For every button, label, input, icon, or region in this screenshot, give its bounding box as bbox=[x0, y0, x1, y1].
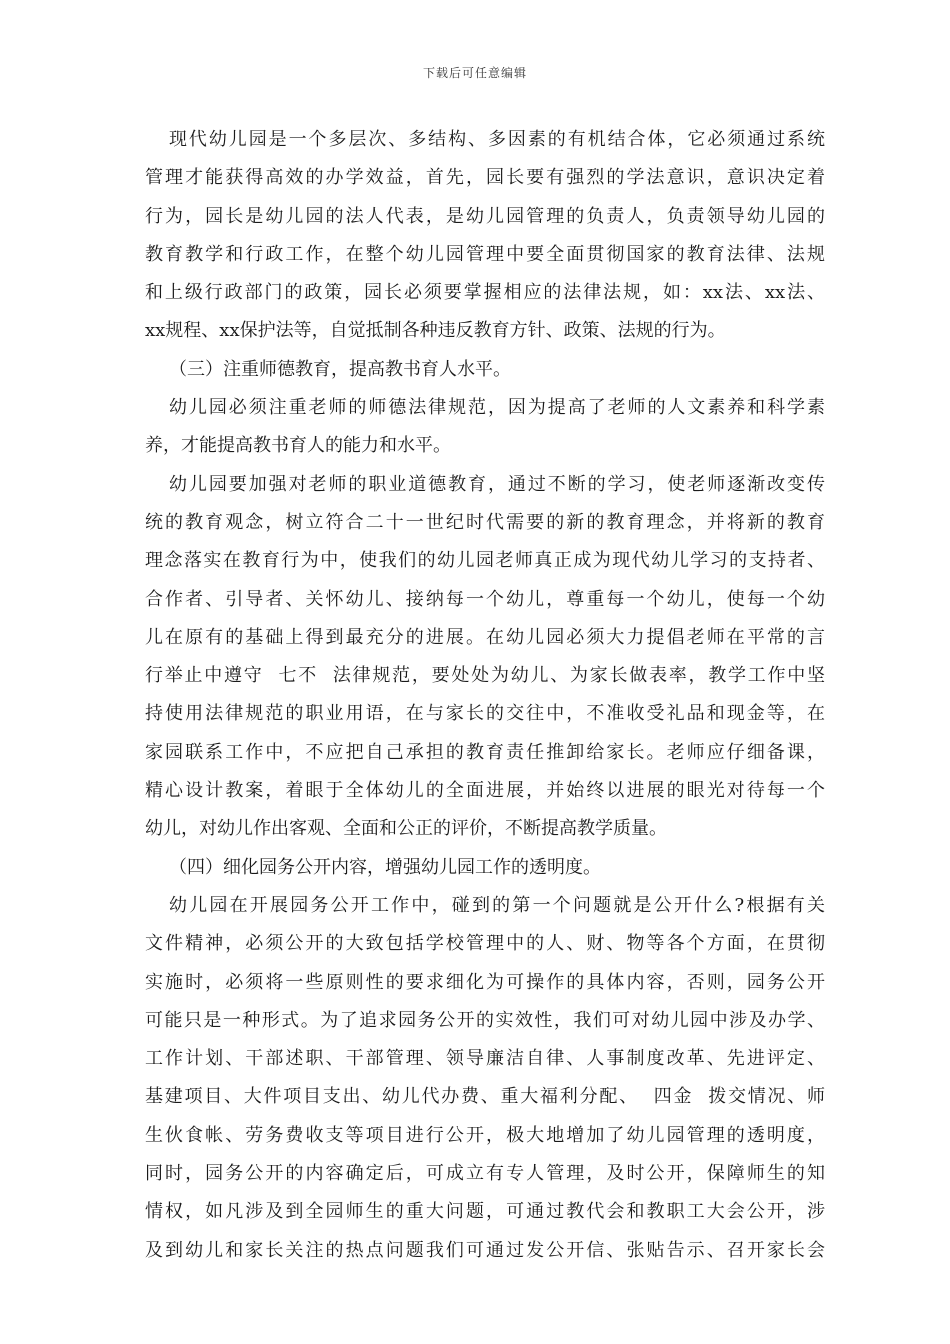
text-line: 儿在原有的基础上得到最充分的进展。在幼儿园必须大力提倡老师在平常的言 bbox=[145, 626, 825, 648]
text-line: 情权，如凡涉及到全园师生的重大问题，可通过教代会和教职工大会公开，涉 bbox=[145, 1201, 825, 1223]
text-line: 行为，园长是幼儿园的法人代表，是幼儿园管理的负责人，负责领导幼儿园的 bbox=[145, 205, 825, 227]
text-line: 合作者、引导者、关怀幼儿、接纳每一个幼儿，尊重每一个幼儿，使每一个幼 bbox=[145, 588, 825, 610]
text-line: 幼儿园要加强对老师的职业道德教育，通过不断的学习，使老师逐渐改变传 bbox=[169, 473, 825, 495]
text-line: 生伙食帐、劳务费收支等项目进行公开，极大地增加了幼儿园管理的透明度， bbox=[145, 1124, 825, 1146]
text-line: （四）细化园务公开内容，增强幼儿园工作的透明度。 bbox=[169, 856, 601, 878]
page-header: 下载后可任意编辑 bbox=[422, 66, 527, 80]
text-line: 同时，园务公开的内容确定后，可成立有专人管理，及时公开，保障师生的知 bbox=[145, 1163, 825, 1185]
text-line: 和上级行政部门的政策，园长必须要掌握相应的法律法规，如：xx法、xx法、 bbox=[145, 282, 825, 304]
text-line: 家园联系工作中，不应把自己承担的教育责任推卸给家长。老师应仔细备课， bbox=[145, 741, 825, 763]
text-line: 工作计划、干部述职、干部管理、领导廉洁自律、人事制度改革、先进评定、 bbox=[145, 1048, 825, 1070]
text-line: 现代幼儿园是一个多层次、多结构、多因素的有机结合体，它必须通过系统 bbox=[169, 129, 825, 150]
text-line: 教育教学和行政工作，在整个幼儿园管理中要全面贯彻国家的教育法律、法规 bbox=[145, 243, 825, 265]
text-line: 实施时，必须将一些原则性的要求细化为可操作的具体内容，否则，园务公开 bbox=[145, 971, 825, 993]
text-line: 幼儿园在开展园务公开工作中，碰到的第一个问题就是公开什么?根据有关 bbox=[169, 894, 825, 916]
text-line: 养，才能提高教书育人的能力和水平。 bbox=[145, 435, 451, 457]
text-line: 理念落实在教育行为中，使我们的幼儿园老师真正成为现代幼儿学习的支持者、 bbox=[145, 550, 825, 572]
text-line: 精心设计教案，着眼于全体幼儿的全面进展，并始终以进展的眼光对待每一个 bbox=[145, 780, 825, 802]
text-line: 基建项目、大件项目支出、幼儿代办费、重大福利分配、 四金 拨交情况、师 bbox=[145, 1086, 825, 1108]
text-line: xx规程、xx保护法等，自觉抵制各种违反教育方针、政策、法规的行为。 bbox=[145, 320, 726, 342]
text-line: 行举止中遵守 七不 法律规范，要处处为幼儿、为家长做表率，教学工作中坚 bbox=[145, 665, 825, 687]
text-line: 可能只是一种形式。为了追求园务公开的实效性，我们可对幼儿园中涉及办学、 bbox=[145, 1009, 825, 1031]
text-line: 统的教育观念，树立符合二十一世纪时代需要的新的教育理念，并将新的教育 bbox=[145, 511, 825, 533]
text-line: （三）注重师德教育，提高教书育人水平。 bbox=[169, 358, 511, 380]
text-line: 幼儿园必须注重老师的师德法律规范，因为提高了老师的人文素养和科学素 bbox=[169, 397, 825, 419]
document-body bbox=[145, 121, 825, 1270]
text-line: 持使用法律规范的职业用语，在与家长的交往中，不准收受礼品和现金等，在 bbox=[145, 703, 825, 725]
text-line: 文件精神，必须公开的大致包括学校管理中的人、财、物等各个方面，在贯彻 bbox=[145, 933, 825, 955]
text-line: 幼儿，对幼儿作出客观、全面和公正的评价，不断提高教学质量。 bbox=[145, 818, 667, 840]
text-line: 管理才能获得高效的办学效益，首先，园长要有强烈的学法意识，意识决定着 bbox=[145, 167, 825, 189]
text-line: 及到幼儿和家长关注的热点问题我们可通过发公开信、张贴告示、召开家长会 bbox=[145, 1239, 825, 1261]
